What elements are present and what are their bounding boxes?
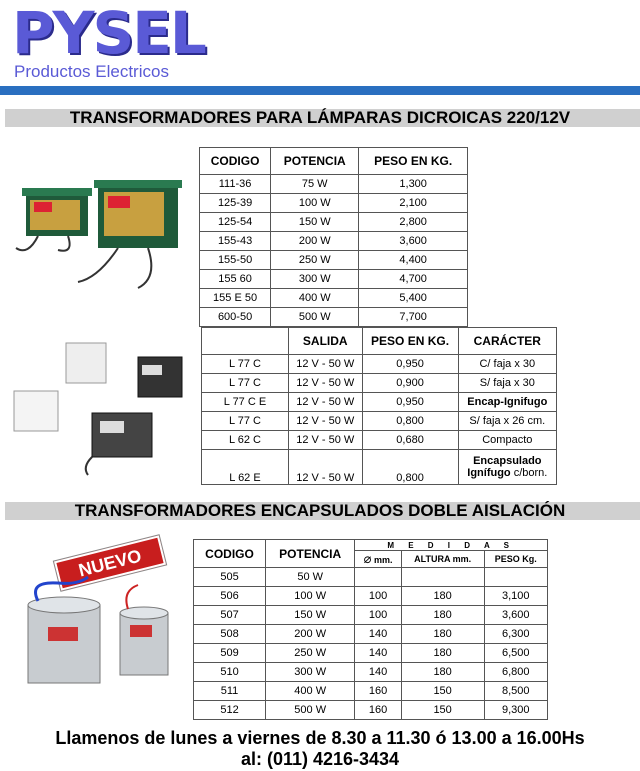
transformer-dichroic-image xyxy=(8,170,200,300)
cell-character: S/ faja x 26 cm. xyxy=(458,412,556,431)
cell-code: L 77 C E xyxy=(202,393,289,412)
cell-power: 50 W xyxy=(266,568,355,587)
cell-weight: 0,800 xyxy=(362,412,458,431)
table-row xyxy=(194,606,548,625)
character-line1: Encapsulado xyxy=(473,455,542,467)
header-divider xyxy=(0,86,640,95)
cell-power: 100 W xyxy=(266,587,355,606)
header-peso: PESO EN KG. xyxy=(359,148,468,175)
table-row xyxy=(202,374,557,393)
cell-code: 508 xyxy=(194,625,266,644)
header-blank xyxy=(202,328,289,355)
cell-output: 12 V - 50 W xyxy=(289,431,363,450)
cell-diameter: 160 xyxy=(355,701,401,720)
section1-title: TRANSFORMADORES PARA LÁMPARAS DICROICAS 220/12V xyxy=(69,108,571,127)
table-row xyxy=(200,270,468,289)
header-diameter xyxy=(355,551,401,568)
cell-output: 12 V - 50 W xyxy=(289,374,363,393)
cell-weight: 2,100 xyxy=(359,194,468,213)
cell-power: 400 W xyxy=(266,682,355,701)
cell-diameter: 100 xyxy=(355,587,401,606)
table-row xyxy=(194,568,548,587)
cell-power: 100 W xyxy=(271,194,359,213)
cell-weight: 6,300 xyxy=(484,625,547,644)
header-salida: SALIDA xyxy=(289,328,363,355)
cell-height: 180 xyxy=(401,663,484,682)
table-row xyxy=(194,663,548,682)
header-codigo: CODIGO xyxy=(194,540,266,568)
cell-code: 111-36 xyxy=(200,175,271,194)
cell-power: 200 W xyxy=(266,625,355,644)
cell-weight: 6,800 xyxy=(484,663,547,682)
contact-hours: Llamenos de lunes a viernes de 8.30 a 11.30 ó 13.00 a 16.00Hs xyxy=(55,728,585,748)
cell-code: 512 xyxy=(194,701,266,720)
cell-power: 250 W xyxy=(271,251,359,270)
table-row xyxy=(194,701,548,720)
cell-character: Compacto xyxy=(458,431,556,450)
header-medidas: M E D I D A S xyxy=(355,540,548,551)
cell-code: 507 xyxy=(194,606,266,625)
header-caracter: CARÁCTER xyxy=(458,328,556,355)
character-rest: c/born. xyxy=(510,467,548,479)
table-row xyxy=(202,393,557,412)
header-potencia: POTENCIA xyxy=(271,148,359,175)
cell-code: 505 xyxy=(194,568,266,587)
cell-weight: 4,400 xyxy=(359,251,468,270)
cell-character: C/ faja x 30 xyxy=(458,355,556,374)
table-row xyxy=(194,587,548,606)
table-row xyxy=(194,625,548,644)
cell-weight: 3,600 xyxy=(484,606,547,625)
cell-diameter: 140 xyxy=(355,644,401,663)
table-row xyxy=(200,194,468,213)
table-row xyxy=(200,232,468,251)
diameter-icon: ⌀ xyxy=(363,551,372,566)
cell-code: 155 60 xyxy=(200,270,271,289)
section2-title: TRANSFORMADORES ENCAPSULADOS DOBLE AISLACIÓN xyxy=(74,501,566,520)
cell-height: 180 xyxy=(401,606,484,625)
cell-output: 12 V - 50 W xyxy=(289,393,363,412)
electronic-transformer-image xyxy=(8,335,200,485)
cell-weight: 7,700 xyxy=(359,308,468,327)
cell-weight xyxy=(484,568,547,587)
cell-code: L 77 C xyxy=(202,355,289,374)
cell-diameter: 140 xyxy=(355,625,401,644)
cell-weight: 0,800 xyxy=(362,450,458,485)
cell-code: 510 xyxy=(194,663,266,682)
cell-power: 300 W xyxy=(271,270,359,289)
table-header-row xyxy=(194,540,548,551)
cell-height: 180 xyxy=(401,625,484,644)
logo-brand: PYSEL xyxy=(12,0,205,67)
cell-weight: 0,950 xyxy=(362,355,458,374)
table-row xyxy=(194,644,548,663)
cell-code: 600-50 xyxy=(200,308,271,327)
cell-power: 250 W xyxy=(266,644,355,663)
table-header-row xyxy=(202,328,557,355)
cell-code: 125-39 xyxy=(200,194,271,213)
table-row xyxy=(202,412,557,431)
dichroic-transformer-table xyxy=(199,147,468,327)
cell-weight: 0,680 xyxy=(362,431,458,450)
cell-power: 500 W xyxy=(266,701,355,720)
logo-subtitle: Productos Electricos xyxy=(14,62,169,81)
cell-power: 500 W xyxy=(271,308,359,327)
cell-code: 125-54 xyxy=(200,213,271,232)
cell-weight: 2,800 xyxy=(359,213,468,232)
table-row xyxy=(200,308,468,327)
cell-diameter: 160 xyxy=(355,682,401,701)
cell-code: L 62 E xyxy=(202,450,289,485)
diameter-label: mm. xyxy=(373,555,393,565)
cell-weight: 3,600 xyxy=(359,232,468,251)
table-row xyxy=(202,431,557,450)
header-peso: PESO EN KG. xyxy=(362,328,458,355)
contact-phone: al: (011) 4216-3434 xyxy=(240,749,400,769)
cell-code: 155 E 50 xyxy=(200,289,271,308)
table-row xyxy=(200,213,468,232)
table-row xyxy=(194,682,548,701)
table-header-row xyxy=(200,148,468,175)
cell-height: 180 xyxy=(401,644,484,663)
cell-weight: 5,400 xyxy=(359,289,468,308)
cell-height: 180 xyxy=(401,587,484,606)
header-codigo: CODIGO xyxy=(200,148,271,175)
cell-code: 509 xyxy=(194,644,266,663)
cell-height: 150 xyxy=(401,701,484,720)
cell-code: 155-50 xyxy=(200,251,271,270)
cell-power: 200 W xyxy=(271,232,359,251)
cell-power: 300 W xyxy=(266,663,355,682)
cell-character: Encap-Ignifugo xyxy=(458,393,556,412)
character-line2 xyxy=(462,467,553,479)
table-row xyxy=(200,175,468,194)
cell-diameter: 100 xyxy=(355,606,401,625)
cell-power: 75 W xyxy=(271,175,359,194)
cell-character: S/ faja x 30 xyxy=(458,374,556,393)
cell-weight: 4,700 xyxy=(359,270,468,289)
cell-diameter: 140 xyxy=(355,663,401,682)
cell-power: 400 W xyxy=(271,289,359,308)
cell-power: 150 W xyxy=(271,213,359,232)
header-potencia: POTENCIA xyxy=(266,540,355,568)
cell-output: 12 V - 50 W xyxy=(289,450,363,485)
cell-weight: 1,300 xyxy=(359,175,468,194)
cell-output: 12 V - 50 W xyxy=(289,412,363,431)
cell-code: L 77 C xyxy=(202,374,289,393)
brand-logo xyxy=(12,0,205,81)
cell-weight: 3,100 xyxy=(484,587,547,606)
cell-weight: 0,950 xyxy=(362,393,458,412)
cell-height: 150 xyxy=(401,682,484,701)
header-weight: PESO Kg. xyxy=(484,551,547,568)
cell-character xyxy=(458,450,556,485)
encapsulated-transformer-image xyxy=(8,575,198,690)
cell-output: 12 V - 50 W xyxy=(289,355,363,374)
cell-diameter xyxy=(355,568,401,587)
cell-weight: 0,900 xyxy=(362,374,458,393)
cell-weight: 9,300 xyxy=(484,701,547,720)
cell-code: 506 xyxy=(194,587,266,606)
table-row xyxy=(200,289,468,308)
header-height: ALTURA mm. xyxy=(401,551,484,568)
table-row xyxy=(202,450,557,485)
encapsulated-transformer-table xyxy=(193,539,548,720)
cell-code: L 62 C xyxy=(202,431,289,450)
cell-power: 150 W xyxy=(266,606,355,625)
cell-code: 155-43 xyxy=(200,232,271,251)
cell-weight: 6,500 xyxy=(484,644,547,663)
cell-height xyxy=(401,568,484,587)
new-badge: NUEVO xyxy=(54,535,166,590)
table-row xyxy=(200,251,468,270)
electronic-transformer-table xyxy=(201,327,557,485)
cell-code: L 77 C xyxy=(202,412,289,431)
character-bold: Ignífugo xyxy=(467,467,511,479)
cell-code: 511 xyxy=(194,682,266,701)
cell-weight: 8,500 xyxy=(484,682,547,701)
table-row xyxy=(202,355,557,374)
